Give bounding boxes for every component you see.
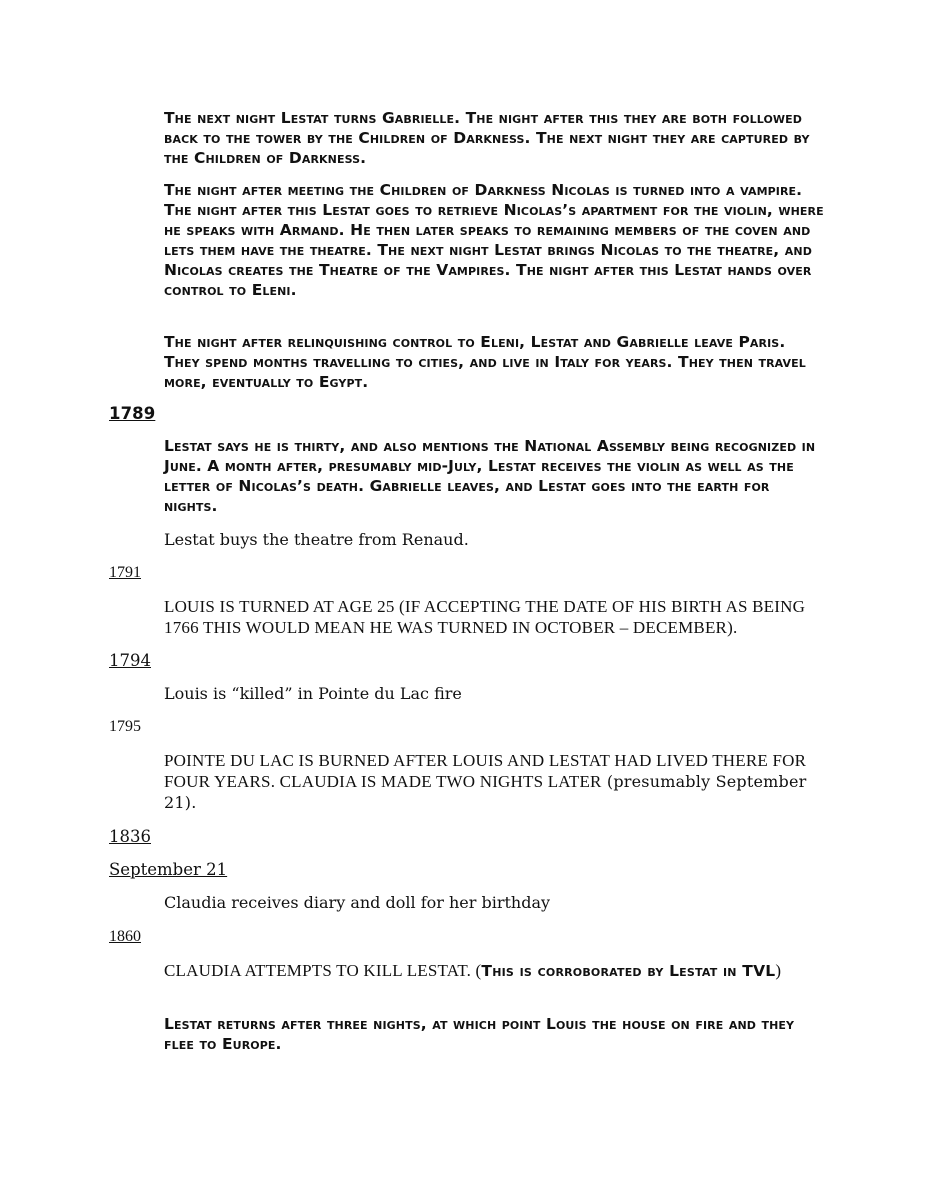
paragraph-corroboration-text: This is corroborated by Lestat in TVL [481, 962, 776, 980]
paragraph-caps-text: CLAUDIA ATTEMPTS TO KILL LESTAT. ( [164, 961, 482, 980]
date-heading-september-21: September 21 [109, 860, 228, 879]
year-heading-1860: 1860 [109, 928, 141, 945]
year-heading-1794: 1794 [109, 651, 151, 670]
paragraph-caps-text: POINTE DU LAC IS BURNED AFTER LOUIS AND LESTAT HAD LIVED THERE FOR FOUR YEARS. CLAUDIA IS MADE TWO NIGHTS LATER [164, 751, 807, 791]
paragraph-louis-killed: Louis is “killed” in Pointe du Lac fire [164, 684, 462, 703]
year-heading-1791: 1791 [109, 564, 141, 581]
paragraph-gabrielle-turned: The next night Lestat turns Gabrielle. The night after this they are both followed back to the tower by the Children of Darkness. The next night they are captured by the Children of Darkness. [164, 109, 810, 167]
paragraph-theatre-bought: Lestat buys the theatre from Renaud. [164, 530, 469, 549]
paragraph-leave-paris: The night after relinquishing control to Eleni, Lestat and Gabrielle leave Paris. They spend months travelling to cities, and live in Italy for years. They then travel more, eventually to Egypt. [164, 333, 806, 391]
paragraph-pointe-du-lac-burned [164, 750, 824, 813]
paragraph-nicolas-turned: The night after meeting the Children of Darkness Nicolas is turned into a vampire. The night after this Lestat goes to retrieve Nicolas’s apartment for the violin, where he speaks with Armand. He then later speaks to remaining members of the coven and lets them have the theatre. The next night Lestat brings Nicolas to the theatre, and Nicolas creates the Theatre of the Vampires. The night after this Lestat hands over control to Eleni. [164, 181, 824, 299]
paragraph-tail-text: (presumably September 21). [164, 772, 807, 812]
paragraph-claudia-attempts [164, 960, 824, 982]
year-heading-1836: 1836 [109, 827, 151, 846]
paragraph-close-paren: ) [775, 961, 782, 980]
paragraph-lestat-returns: Lestat returns after three nights, at which point Louis the house on fire and they flee to Europe. [164, 1015, 795, 1053]
year-heading-1789: 1789 [109, 404, 156, 423]
year-heading-1795: 1795 [109, 718, 141, 735]
paragraph-louis-turned: LOUIS IS TURNED AT AGE 25 (IF ACCEPTING THE DATE OF HIS BIRTH AS BEING 1766 THIS WOULD MEAN HE WAS TURNED IN OCTOBER – DECEMBER). [164, 597, 806, 637]
paragraph-lestat-thirty: Lestat says he is thirty, and also mentions the National Assembly being recognized in June. A month after, presumably mid-July, Lestat receives the violin as well as the letter of Nicolas’s death. Gabrielle leaves, and Lestat goes into the earth for nights. [164, 437, 816, 515]
paragraph-claudia-diary: Claudia receives diary and doll for her birthday [164, 893, 551, 912]
